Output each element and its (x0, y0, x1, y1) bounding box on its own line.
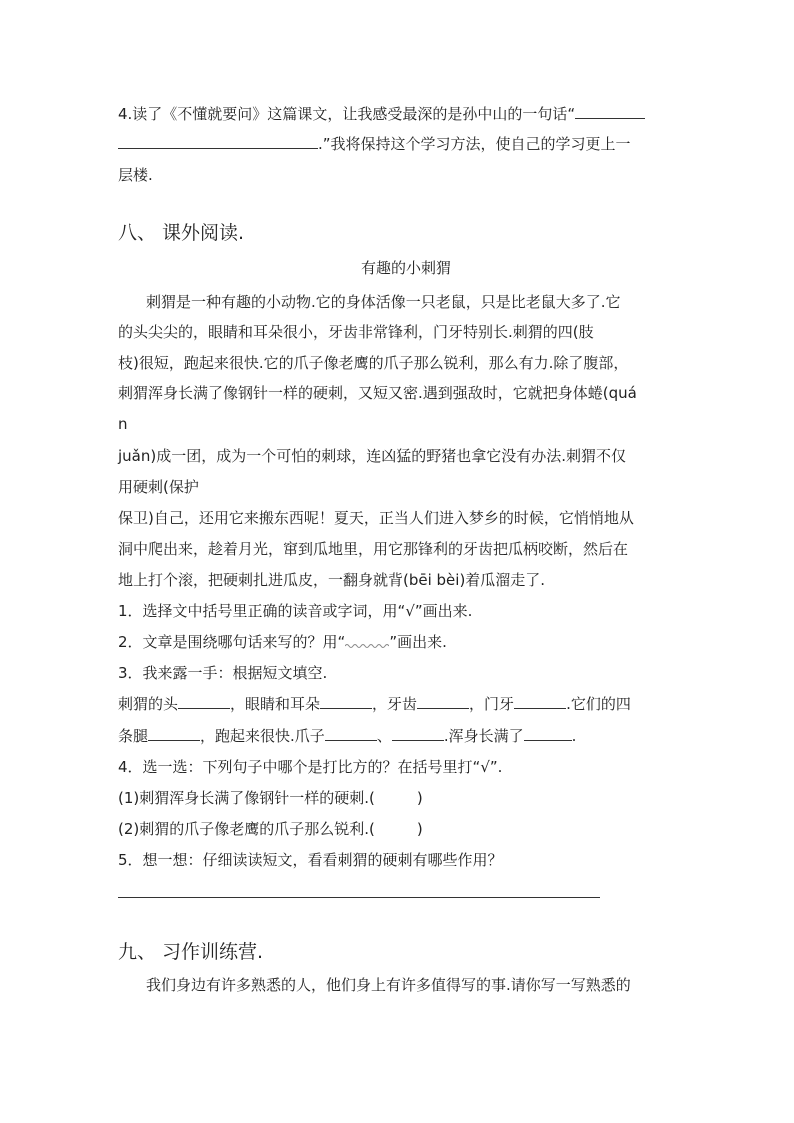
passage-line: 洞中爬出来，趁着月光，窜到瓜地里，用它那锋利的牙齿把瓜柄咬断，然后在 (118, 540, 629, 558)
answer-blank[interactable] (524, 726, 572, 741)
passage-line: 用硬刺(保护 (118, 478, 199, 496)
q4-prev-line3: 层楼. (118, 166, 153, 184)
close-paren: ) (416, 789, 423, 807)
answer-blank[interactable] (148, 726, 200, 741)
q4-prev-text2: .”我将保持这个学习方法，使自己的学习更上一 (318, 135, 631, 153)
passage-line: 枝)很短，跑起来很快.它的爪子像老鹰的爪子那么锐利，那么有力.除了腹部， (118, 354, 629, 372)
answer-blank[interactable] (178, 694, 230, 709)
fill-text: ，门牙 (469, 695, 515, 713)
question-5: 5．想一想：仔细读读短文，看看刺猬的硬刺有哪些作用？ (118, 851, 503, 869)
answer-blank[interactable] (417, 694, 469, 709)
option-text: (2)刺猬的爪子像老鹰的爪子那么锐利.( (118, 820, 375, 838)
question-4: 4．选一选：下列句子中哪个是打比方的？在括号里打“√”. (118, 758, 503, 776)
question-4-option-2 (118, 819, 423, 839)
fill-text: 、 (376, 727, 392, 745)
q4-prev-line2 (118, 134, 631, 154)
answer-line[interactable] (118, 897, 600, 898)
fill-text: 刺猬的头 (118, 695, 179, 713)
passage-line: 地上打个滚，把硬刺扎进瓜皮，一翻身就背(bēi bèi)着瓜溜走了. (118, 571, 546, 589)
answer-blank[interactable] (320, 694, 372, 709)
question-2-text-end: ”画出来. (389, 633, 447, 651)
section-8-heading: 八、 课外阅读. (118, 222, 245, 244)
fill-text: ，牙齿 (372, 695, 418, 713)
fill-text: . (571, 727, 577, 745)
fill-text: ，跑起来很快.爪子 (200, 727, 325, 745)
fill-text: .浑身长满了 (443, 727, 524, 745)
passage-line: 刺猬浑身长满了像钢针一样的硬刺，又短又密.遇到强敌时，它就把身体蜷(quá (118, 384, 637, 402)
question-1: 1．选择文中括号里正确的读音或字词，用“√”画出来. (118, 602, 473, 620)
wavy-underline-icon (345, 633, 389, 647)
question-3: 3．我来露一手：根据短文填空. (118, 664, 328, 682)
answer-blank[interactable] (514, 694, 566, 709)
passage-title: 有趣的小刺猬 (360, 259, 451, 277)
passage-line: 的头尖尖的，眼睛和耳朵很小，牙齿非常锋利，门牙特别长.刺猬的四(肢 (118, 323, 594, 341)
question-2-text: 2．文章是围绕哪句话来写的？用“ (118, 633, 346, 651)
passage-line: juǎn)成一团，成为一个可怕的刺球，连凶猛的野猪也拿它没有办法.刺猬不仅 (118, 447, 626, 465)
q4-prev-text: 4.读了《不懂就要问》这篇课文，让我感受最深的是孙中山的一句话“ (118, 105, 576, 123)
passage-line: n (118, 415, 128, 433)
answer-blank[interactable] (325, 726, 377, 741)
question-2 (118, 632, 447, 652)
fill-line-2 (118, 726, 576, 746)
fill-text: 条腿 (118, 727, 149, 745)
passage-line: 保卫)自己，还用它来搬东西呢！夏天，正当人们进入梦乡的时候，它悄悄地从 (118, 509, 634, 527)
answer-blank[interactable] (392, 726, 444, 741)
passage-line: 刺猬是一种有趣的小动物.它的身体活像一只老鼠，只是比老鼠大多了.它 (146, 293, 621, 311)
q4-prev-line1 (118, 104, 645, 124)
answer-blank[interactable] (575, 104, 645, 119)
fill-text: .它们的四 (566, 695, 631, 713)
section-9-heading: 九、 习作训练营. (118, 941, 264, 963)
question-4-option-1 (118, 788, 423, 808)
section-9-text: 我们身边有许多熟悉的人，他们身上有许多值得写的事.请你写一写熟悉的 (146, 976, 631, 994)
fill-line-1 (118, 694, 631, 714)
fill-text: ，眼睛和耳朵 (230, 695, 321, 713)
option-text: (1)刺猬浑身长满了像钢针一样的硬刺.( (118, 789, 375, 807)
answer-blank[interactable] (118, 134, 318, 149)
close-paren: ) (416, 820, 423, 838)
